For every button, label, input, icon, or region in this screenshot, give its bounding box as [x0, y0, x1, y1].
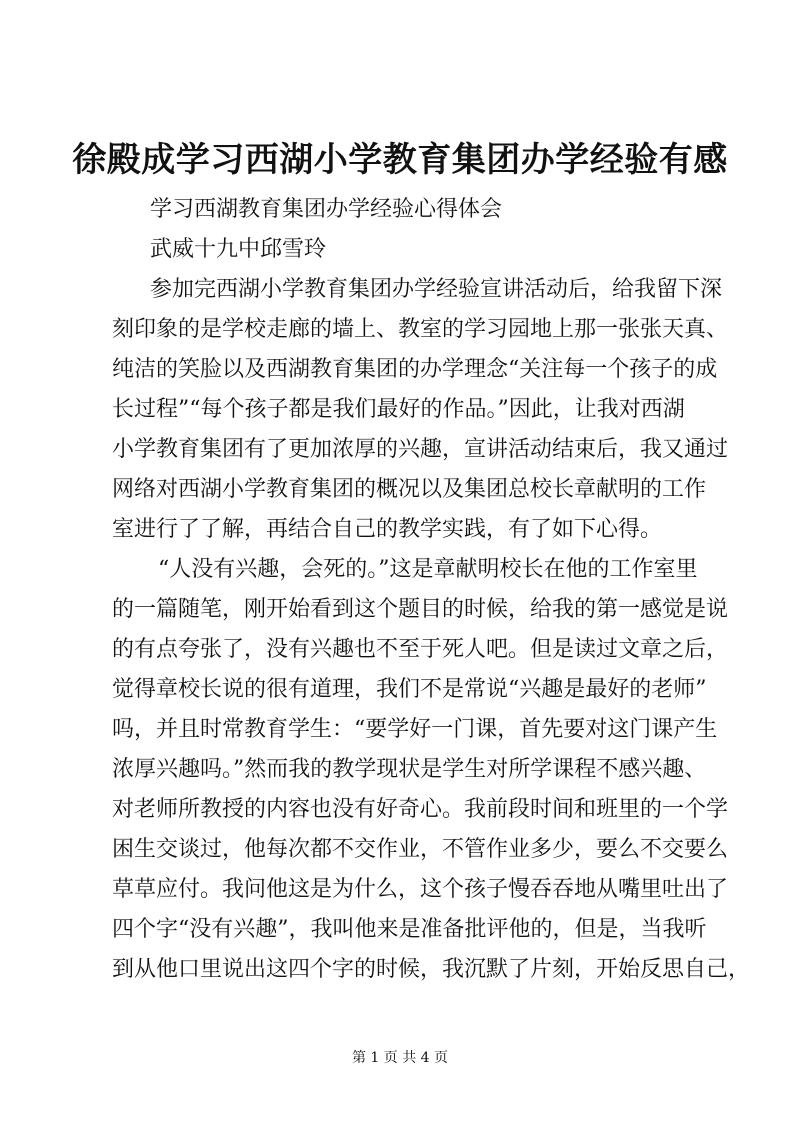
document-author: 武威十九中邱雪玲 [150, 237, 327, 262]
body-line: 吗，并且时常教育学生：“要学好一门课，首先要对这门课产生 [112, 717, 718, 742]
body-line: 小学教育集团有了更加浓厚的兴趣，宣讲活动结束后，我又通过 [112, 437, 729, 462]
body-line: 室进行了了解，再结合自己的教学实践，有了如下心得。 [112, 517, 663, 542]
body-line: 草草应付。我问他这是为什么，这个孩子慢吞吞地从嘴里吐出了 [112, 877, 729, 902]
body-line: 的有点夸张了，没有兴趣也不至于死人吧。但是读过文章之后， [112, 637, 729, 662]
body-line: 四个字“没有兴趣”，我叫他来是准备批评他的，但是，当我听 [112, 917, 707, 942]
body-line: 到从他口里说出这四个字的时候，我沉默了片刻，开始反思自己， [112, 957, 751, 982]
page-footer: 第 1 页 共 4 页 [351, 1050, 449, 1066]
body-line: 困生交谈过，他每次都不交作业，不管作业多少，要么不交要么 [112, 837, 729, 862]
body-line: 长过程”“每个孩子都是我们最好的作品。”因此，让我对西湖 [112, 397, 685, 422]
document-subtitle: 学习西湖教育集团办学经验心得体会 [150, 197, 503, 222]
body-line: 浓厚兴趣吗。”然而我的教学现状是学生对所学课程不感兴趣、 [112, 757, 707, 782]
body-line: 对老师所教授的内容也没有好奇心。我前段时间和班里的一个学 [112, 797, 729, 822]
body-line: “人没有兴趣，会死的。”这是章献明校长在他的工作室里 [158, 557, 698, 582]
document-title: 徐殿成学习西湖小学教育集团办学经验有感 [72, 140, 728, 180]
body-line: 刻印象的是学校走廊的墙上、教室的学习园地上那一张张天真、 [112, 317, 729, 342]
body-line: 觉得章校长说的很有道理，我们不是常说“兴趣是最好的老师” [112, 677, 707, 702]
body-line: 纯洁的笑脸以及西湖教育集团的办学理念“关注每一个孩子的成 [112, 357, 718, 382]
body-line: 的一篇随笔，刚开始看到这个题目的时候，给我的第一感觉是说 [112, 597, 729, 622]
body-line: 网络对西湖小学教育集团的概况以及集团总校长章献明的工作 [112, 477, 707, 502]
body-line: 参加完西湖小学教育集团办学经验宣讲活动后，给我留下深 [150, 277, 723, 302]
